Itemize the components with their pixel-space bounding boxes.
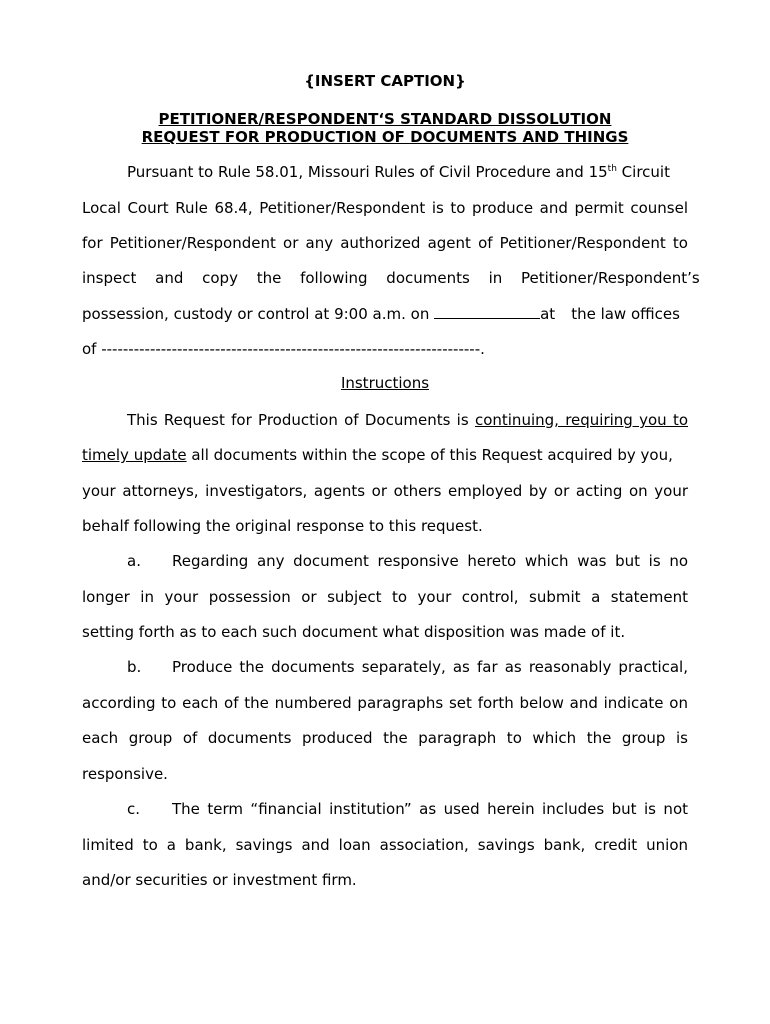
item-c-line-3: and/or securities or investment firm. (82, 871, 357, 889)
item-b-line-2: according to each of the numbered paragraphs set forth below and indicate on (82, 694, 688, 712)
title-line-1: PETITIONER/RESPONDENT‘S STANDARD DISSOLUTION (158, 110, 612, 128)
para2-line-4: behalf following the original response to this request. (82, 517, 483, 535)
item-b-line-4: responsive. (82, 765, 168, 783)
item-a-label: a. (127, 552, 141, 570)
para2-line-3: your attorneys, investigators, agents or others employed by or acting on your (82, 482, 688, 500)
para1-line-2: Local Court Rule 68.4, Petitioner/Respondent is to produce and permit counsel (82, 199, 688, 217)
item-a-line-2: longer in your possession or subject to your control, submit a statement (82, 588, 688, 606)
para1-line-5: possession, custody or control at 9:00 a.m. on at the law offices (82, 305, 680, 323)
para1-line-6: of ----------------------------------------------------------------------. (82, 340, 485, 358)
item-b-line-3: each group of documents produced the paragraph to which the group is (82, 729, 688, 747)
para1-line-3: for Petitioner/Respondent or any authorized agent of Petitioner/Respondent to (82, 234, 688, 252)
item-b-label: b. (127, 658, 142, 676)
title-line-2: REQUEST FOR PRODUCTION OF DOCUMENTS AND THINGS (141, 128, 629, 146)
para1-line-4: inspect and copy the following documents in Petitioner/Respondent’s (82, 269, 700, 287)
date-blank-2[interactable] (482, 305, 540, 319)
para1-line-1: Pursuant to Rule 58.01, Missouri Rules of Civil Procedure and 15th Circuit (127, 163, 670, 181)
item-c-label: c. (127, 800, 141, 818)
instructions-heading: Instructions (340, 374, 430, 392)
para2-line-1: This Request for Production of Documents is continuing, requiring you to (127, 411, 688, 429)
item-a-line-3: setting forth as to each such document what disposition was made of it. (82, 623, 626, 641)
para2-line-2: timely update all documents within the scope of this Request acquired by you, (82, 446, 673, 464)
caption: {INSERT CAPTION} (304, 72, 466, 90)
item-c-line-2: limited to a bank, savings and loan association, savings bank, credit union (82, 836, 688, 854)
date-blank-1[interactable] (434, 305, 482, 319)
item-c-line-1: c. The term “financial institution” as used herein includes but is not (127, 800, 688, 818)
item-a-line-1: a. Regarding any document responsive hereto which was but is no (127, 552, 688, 570)
item-b-line-1: b. Produce the documents separately, as far as reasonably practical, (127, 658, 688, 676)
